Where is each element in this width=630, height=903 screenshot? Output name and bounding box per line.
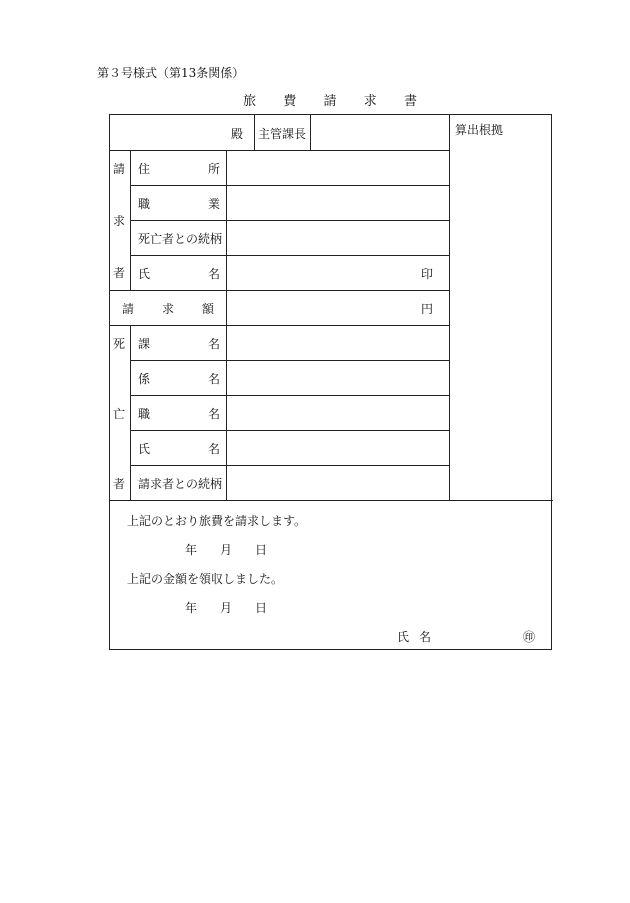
- deceased-relation-label: 請求者との続柄: [138, 477, 223, 491]
- divider-table-bottom: [110, 500, 553, 501]
- divider-row: [110, 150, 449, 151]
- deceased-position-label: 職 名: [138, 407, 220, 421]
- claimant-address-label: 住 所: [138, 162, 220, 176]
- divider-basis: [449, 115, 450, 500]
- receipt-date: 年 月 日: [185, 601, 267, 615]
- divider-row: [130, 185, 449, 186]
- title-char: 求: [363, 94, 377, 109]
- yen-unit: 円: [421, 302, 434, 316]
- title-char: 旅: [243, 94, 257, 109]
- seal-mark-icon: ㊞: [523, 630, 536, 644]
- claimant-group-char: 請: [113, 162, 126, 176]
- deceased-group-char: 者: [113, 477, 126, 491]
- claimant-occupation-label: 職 業: [138, 197, 220, 211]
- divider-chief-left: [254, 115, 255, 150]
- form-table: [109, 114, 552, 650]
- claimant-group-char: 者: [113, 266, 126, 280]
- divider-row: [130, 395, 449, 396]
- chief-label: 主管課長: [258, 127, 307, 141]
- deceased-group-char: 死: [113, 337, 126, 351]
- divider-row: [130, 465, 449, 466]
- title-char: 書: [403, 94, 417, 109]
- form-number: 第３号様式（第13条関係）: [97, 66, 245, 80]
- divider-group-col: [130, 325, 131, 500]
- dono-label: 殿: [231, 127, 244, 141]
- request-statement: 上記のとおり旅費を請求します。: [127, 514, 307, 528]
- deceased-section-label: 課 名: [138, 337, 220, 351]
- request-date: 年 月 日: [185, 543, 267, 557]
- divider-chief-right: [310, 115, 311, 150]
- divider-row: [130, 360, 449, 361]
- deceased-group-char: 亡: [113, 407, 126, 421]
- title-char: 費: [283, 94, 297, 109]
- receipt-statement: 上記の金額を領収しました。: [127, 572, 284, 586]
- document-title: [243, 90, 417, 109]
- divider-row: [110, 290, 449, 291]
- claimant-relation-label: 死亡者との続柄: [138, 232, 223, 246]
- claimant-group-char: 求: [113, 214, 126, 228]
- deceased-name-label: 氏 名: [138, 442, 220, 456]
- title-char: 請: [323, 94, 337, 109]
- seal-label: 印: [421, 267, 434, 281]
- deceased-subsection-label: 係 名: [138, 372, 220, 386]
- divider-row: [130, 255, 449, 256]
- claimant-name-label: 氏 名: [138, 267, 220, 281]
- divider-row: [130, 430, 449, 431]
- footer-name-label: 氏 名: [397, 630, 431, 644]
- divider-row: [110, 325, 449, 326]
- amount-label: 請 求 額: [122, 302, 214, 316]
- divider-row: [130, 220, 449, 221]
- basis-label: 算出根拠: [455, 123, 504, 137]
